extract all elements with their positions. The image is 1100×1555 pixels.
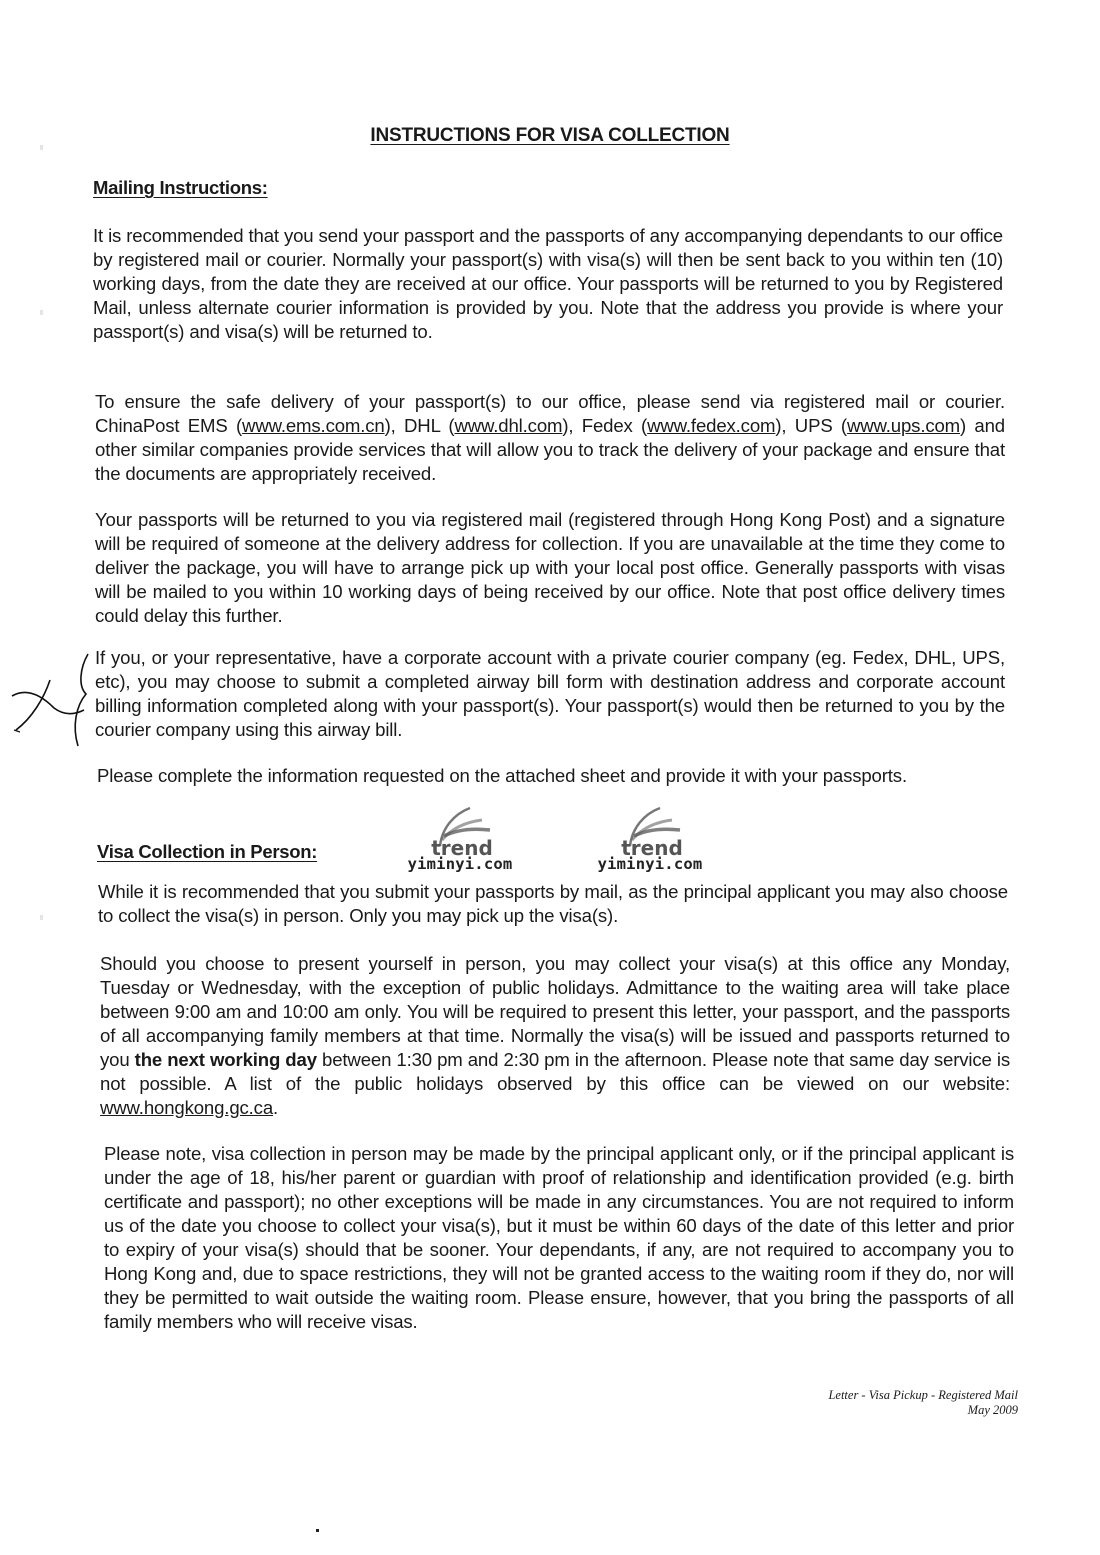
watermark xyxy=(390,806,530,872)
watermark-logo-text: trend xyxy=(621,836,683,856)
paragraph-corporate-courier: If you, or your representative, have a corporate account with a private courier company (eg. Fedex, DHL, UPS, etc), you may choose to submit a completed airway bill form with destination address and corporate account billing information completed along with your passport(s). Your passport(s) would then be returned to you by the courier company using this airway bill. xyxy=(95,647,1005,740)
paragraph-courier-options: To ensure the safe delivery of your passport(s) to our office, please send via registered mail or courier. ChinaPost EMS (www.ems.com.cn), DHL (www.dhl.com), Fedex (www.fedex.com), UPS (www.ups.com) and other similar companies provide services that will allow you to track the delivery of your package and ensure that the documents are appropriately received. xyxy=(95,391,1005,484)
footer-letter-type: Letter - Visa Pickup - Registered Mail xyxy=(828,1388,1018,1402)
link-dhl[interactable]: www.dhl.com xyxy=(454,415,563,436)
footer-date: May 2009 xyxy=(967,1403,1018,1417)
link-website[interactable]: www.hongkong.gc.ca xyxy=(100,1097,274,1118)
paragraph-mailing-intro: It is recommended that you send your passport and the passports of any accompanying dependants to our office by registered mail or courier. Normally your passport(s) with visa(s) will then be sent back to you within ten (10) working days, from the date they are received at our office. Your passports will be returned to you by Registered Mail, unless alternate courier information is provided by you. Note that the address you provide is where your passport(s) and visa(s) will be returned to. xyxy=(93,225,1003,342)
scan-speck xyxy=(40,310,43,315)
scan-speck xyxy=(40,915,43,920)
watermark-logo-text: trend xyxy=(431,836,493,856)
watermark-site-text: yiminyi.com xyxy=(407,855,513,873)
watermark-site-text: yiminyi.com xyxy=(597,855,703,873)
next-working-day-emphasis: the next working day xyxy=(134,1049,317,1070)
paragraph-office-hours: Should you choose to present yourself in person, you may collect your visa(s) at this office any Monday, Tuesday or Wednesday, with the exception of public holidays. Admittance to the waiting area will take place between 9:00 am and 10:00 am only. You will be required to present this letter, your passport, and the passports of all accompanying family members at that time. Normally the visa(s) will be issued and passports returned to you the next working day between 1:30 pm and 2:30 pm in the afternoon. Please note that same day service is not possible. A list of the public holidays observed by this office can be viewed on our website: www.hongkong.gc.ca. xyxy=(100,953,1010,1118)
section-heading-mailing: Mailing Instructions: xyxy=(93,177,268,198)
watermark-logo-icon xyxy=(610,806,690,856)
paragraph-collection-rules: Please note, visa collection in person may be made by the principal applicant only, or if the principal applicant is under the age of 18, his/her parent or guardian with proof of relationship and identification provided (e.g. birth certificate and passport); no other exceptions will be made in any circumstances. You are not required to inform us of the date you choose to collect your visa(s), but it must be within 60 days of the date of this letter and prior to expiry of your visa(s) should that be sooner. Your dependants, if any, are not required to accompany you to Hong Kong and, due to space restrictions, they will not be granted access to the waiting room if they do, nor will they be permitted to wait outside the waiting room. Please ensure, however, that you bring the passports of all family members who will receive visas. xyxy=(104,1143,1014,1332)
link-fedex[interactable]: www.fedex.com xyxy=(647,415,776,436)
paragraph-registered-mail: Your passports will be returned to you via registered mail (registered through Hong Kong Post) and a signature will be required of someone at the delivery address for collection. If you are unavailable at the time they come to deliver the package, you will have to arrange pick up with your local post office. Generally passports with visas will be mailed to you within 10 working days of being received by our office. Note that post office delivery times could delay this further. xyxy=(95,509,1005,626)
document-footer xyxy=(828,1388,1018,1418)
scan-speck xyxy=(316,1529,319,1532)
watermark-logo-icon xyxy=(420,806,500,856)
link-ems[interactable]: www.ems.com.cn xyxy=(242,415,385,436)
section-heading-in-person: Visa Collection in Person: xyxy=(97,841,318,862)
handwritten-signature-mark xyxy=(8,650,94,750)
document-title: INSTRUCTIONS FOR VISA COLLECTION xyxy=(370,125,730,146)
link-ups[interactable]: www.ups.com xyxy=(846,415,961,436)
paragraph-in-person-intro: While it is recommended that you submit your passports by mail, as the principal applicant you may also choose to collect the visa(s) in person. Only you may pick up the visa(s). xyxy=(98,881,1008,926)
scan-speck xyxy=(40,145,43,150)
watermark xyxy=(580,806,720,872)
paragraph-attached-sheet: Please complete the information requested on the attached sheet and provide it with your passports. xyxy=(97,765,907,786)
